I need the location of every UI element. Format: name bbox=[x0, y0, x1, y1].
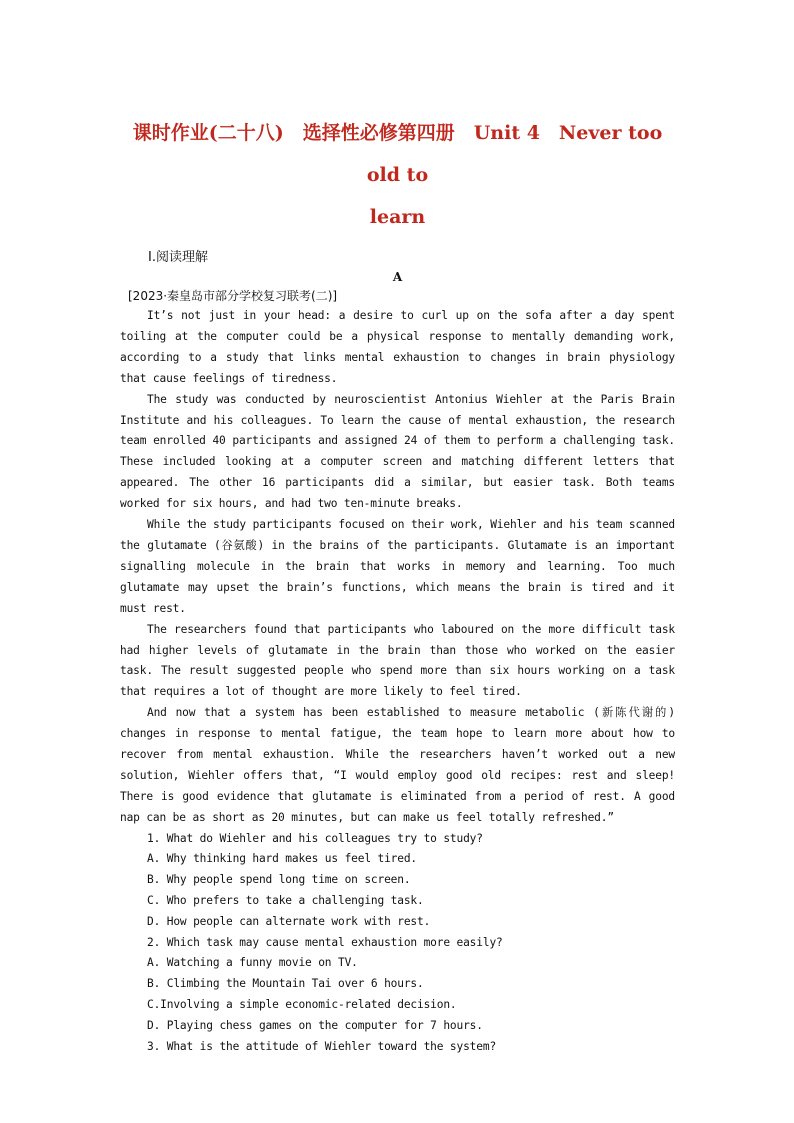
worksheet-page bbox=[120, 112, 675, 1057]
passage-source: [2023·秦皇岛市部分学校复习联考(二)] bbox=[128, 289, 338, 303]
passage-paragraph: And now that a system has been established to measure metabolic (新陈代谢的) changes in response to mental fatigue, the team hope to learn more about how to recover from mental exhaustion. While the researchers haven’t worked out a new solution, Wiehler offers that, “I would employ good old recipes: rest and sleep! There is good evidence that glutamate is eliminated from a period of rest. A good nap can be as short as 20 minutes, but can make us feel totally refreshed.” bbox=[120, 706, 675, 824]
question-1 bbox=[120, 829, 675, 933]
answer-option: C.Involving a simple economic-related decision. bbox=[147, 998, 457, 1012]
answer-option: B. Why people spend long time on screen. bbox=[147, 873, 411, 887]
answer-option: A. Why thinking hard makes us feel tired. bbox=[147, 852, 418, 866]
passage-paragraph: The study was conducted by neuroscientist Antonius Wiehler at the Paris Brain Institute and his colleagues. To learn the cause of mental exhaustion, the research team enrolled 40 participants and assigned 24 of them to perform a challenging task. These included looking at a computer screen and matching different letters that appeared. The other 16 participants did a similar, but easier task. Both teams worked for six hours, and had two ten-minute breaks. bbox=[120, 392, 675, 511]
passage-label: A bbox=[392, 270, 403, 284]
question-stem: 1. What do Wiehler and his colleagues try to study? bbox=[147, 831, 483, 845]
passage-body bbox=[120, 306, 675, 829]
answer-option: A. Watching a funny movie on TV. bbox=[147, 956, 358, 970]
question-2 bbox=[120, 933, 675, 1037]
answer-option: D. Playing chess games on the computer for 7 hours. bbox=[147, 1018, 483, 1032]
answer-option: B. Climbing the Mountain Tai over 6 hours. bbox=[147, 977, 424, 991]
passage-paragraph: While the study participants focused on their work, Wiehler and his team scanned the glutamate (谷氨酸) in the brains of the participants. Glutamate is an important signalling molecule in the brain that works in memory and learning. Too much glutamate may upset the brain’s functions, which means the brain is tired and it must rest. bbox=[120, 518, 675, 615]
answer-option: C. Who prefers to take a challenging task. bbox=[147, 894, 424, 908]
worksheet-title bbox=[120, 112, 675, 238]
section-label: Ⅰ.阅读理解 bbox=[148, 250, 208, 265]
question-3 bbox=[120, 1037, 675, 1058]
title-line-2: learn bbox=[369, 206, 426, 228]
passage-paragraph: The researchers found that participants who laboured on the more difficult task had higher levels of glutamate in the brain than those who worked on the easier task. The result suggested people who spend more than six hours working on a task that requires a lot of thought are more likely to feel tired. bbox=[120, 622, 675, 699]
question-stem: 3. What is the attitude of Wiehler toward the system? bbox=[147, 1039, 497, 1053]
title-line-1: 课时作业(二十八) 选择性必修第四册 Unit 4 Never too old to bbox=[132, 122, 663, 186]
answer-option: D. How people can alternate work with rest. bbox=[147, 914, 431, 928]
passage-paragraph: It’s not just in your head: a desire to curl up on the sofa after a day spent toiling at the computer could be a physical response to mentally demanding work, according to a study that links mental exhaustion to changes in brain physiology that cause feelings of tiredness. bbox=[120, 309, 675, 385]
question-list bbox=[120, 829, 675, 1058]
question-stem: 2. Which task may cause mental exhaustion more easily? bbox=[147, 935, 503, 949]
